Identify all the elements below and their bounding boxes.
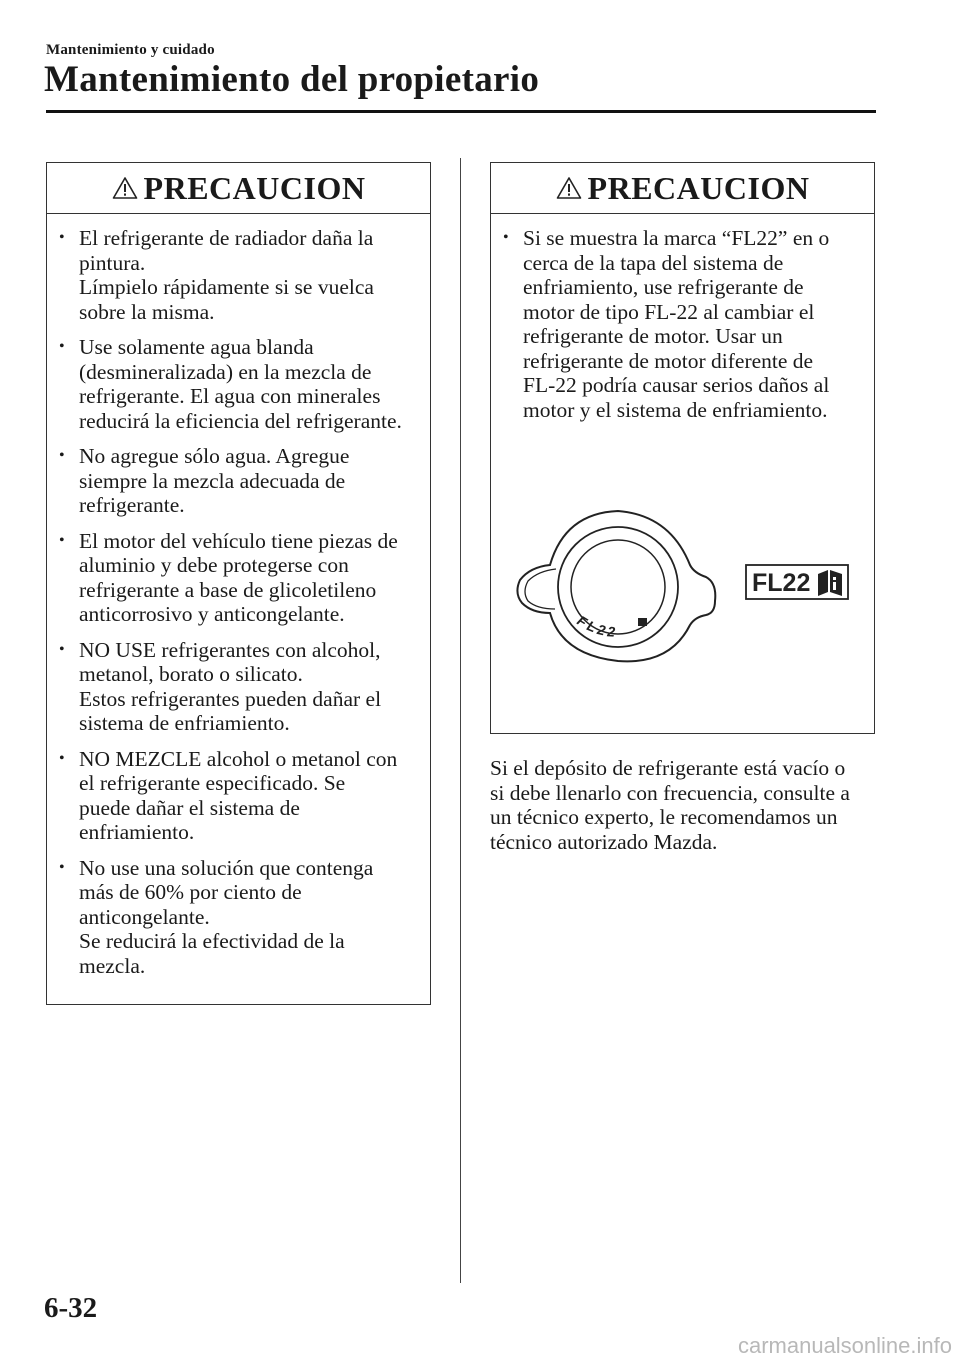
radiator-cap-illustration [510, 505, 860, 665]
list-item-text: No use una solución que contenga más de 60% por ciento de anticongelante. Se reducirá la efectividad de la mezcla. [79, 855, 374, 978]
bullet: • [59, 858, 65, 876]
list-item-text: Use solamente agua blanda (desmineralizada) en la mezcla de refrigerante. El agua con minerales reducirá la eficiencia del refrigerante. [79, 335, 402, 433]
column-divider [460, 158, 461, 1283]
list-item-text: Si se muestra la marca “FL22” en o cerca de la tapa del sistema de enfriamiento, use refrigerante de motor de tipo FL-22 al cambiar el refrigerante de motor. Usar un refrigerante de motor diferente de FL-22 podría causar serios daños al motor y el sistema de enfriamiento. [523, 226, 830, 422]
list-item [57, 529, 420, 627]
bullet: • [503, 229, 509, 246]
cap-inner-outline [525, 569, 556, 609]
bullet: • [59, 640, 65, 658]
bullet: • [59, 229, 65, 246]
list-item [57, 335, 420, 433]
caution-header [47, 163, 430, 214]
list-item-text: El motor del vehículo tiene piezas de aluminio y debe protegerse con refrigerante a base de glicoletileno anticorrosivo y anticongelante. [79, 528, 398, 626]
list-item-text: NO USE refrigerantes con alcohol, metanol, borato o silicato. Estos refrigerantes pueden dañar el sistema de enfriamiento. [79, 637, 382, 735]
caution-list [491, 214, 874, 422]
list-item [57, 747, 420, 845]
list-item [57, 638, 420, 736]
list-item [57, 226, 420, 324]
bullet: • [59, 531, 65, 549]
list-item-text: El refrigerante de radiador daña la pintura. Límpielo rápidamente si se vuelca sobre la misma. [79, 226, 374, 324]
body-paragraph: Si el depósito de refrigerante está vacío o si debe llenarlo con frecuencia, consulte a un técnico experto, le recomendamos un técnico autorizado Mazda. [490, 756, 850, 854]
list-item [501, 226, 864, 422]
bullet: • [59, 749, 65, 767]
warning-triangle-icon [556, 176, 582, 200]
caution-header [491, 163, 874, 214]
watermark: carmanualsonline.info [737, 1333, 952, 1358]
caution-title: PRECAUCION [143, 169, 366, 206]
caution-title: PRECAUCION [587, 169, 810, 206]
caution-box-left [46, 162, 431, 1005]
caution-list [47, 214, 430, 978]
bullet: • [59, 447, 65, 464]
cap-book-icon [638, 618, 647, 626]
fl22-label-text: FL22 [752, 569, 811, 597]
page-title: Mantenimiento del propietario [44, 59, 540, 100]
list-item-text: No agregue sólo agua. Agregue siempre la mezcla adecuada de refrigerante. [79, 444, 350, 517]
fl22-label [746, 565, 848, 599]
list-item-text: NO MEZCLE alcohol o metanol con el refrigerante especificado. Se puede dañar el sistema de enfriamiento. [79, 746, 398, 844]
section-title: Mantenimiento y cuidado [46, 42, 215, 58]
cap-fl22-marking: FL22 [574, 612, 619, 640]
warning-triangle-icon [112, 176, 138, 200]
list-item [57, 856, 420, 979]
bullet: • [59, 338, 65, 355]
header-rule [46, 110, 876, 113]
page-number: 6-32 [44, 1292, 98, 1324]
list-item [57, 444, 420, 518]
